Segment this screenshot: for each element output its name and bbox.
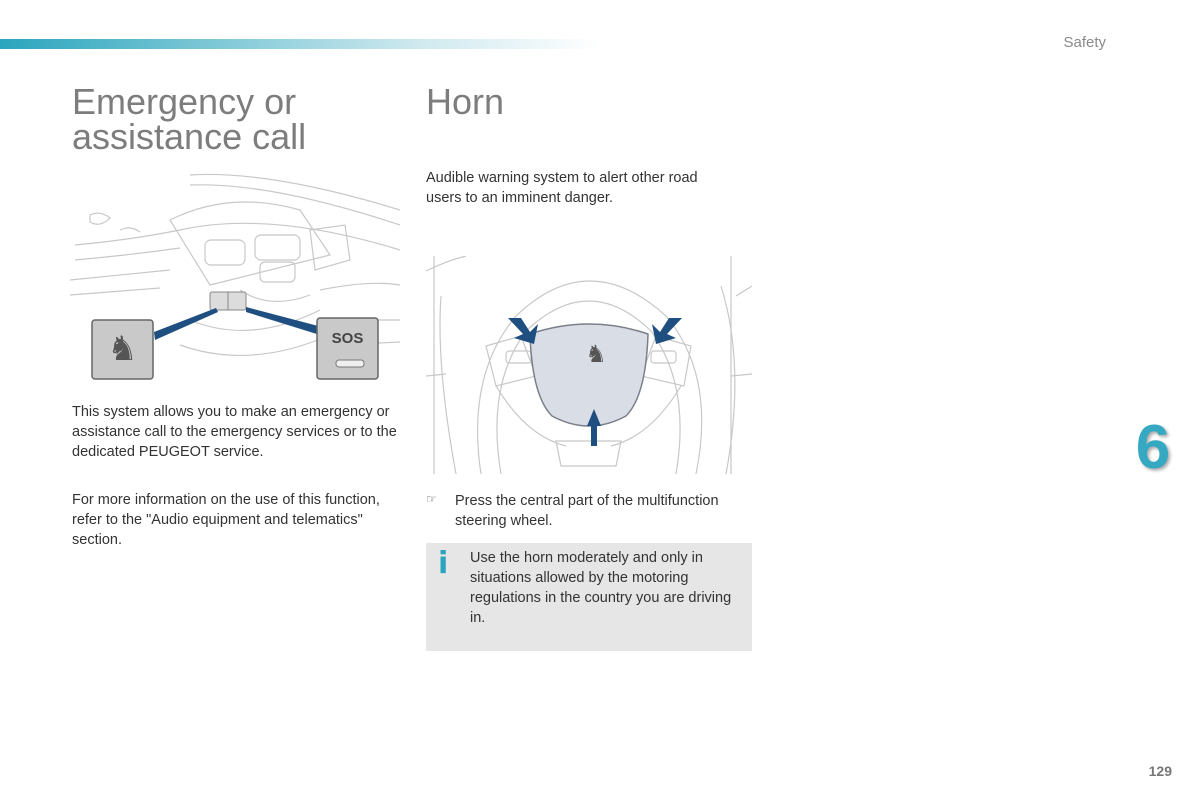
pointing-hand-icon: ☞ — [426, 492, 437, 506]
emergency-paragraph-1: This system allows you to make an emergency or assistance call to the emergency services or to the dedicated PEUGEOT service. — [72, 404, 397, 460]
page-number: 129 — [1148, 763, 1172, 779]
emergency-title — [72, 81, 307, 157]
chapter-number: 6 — [1135, 413, 1171, 482]
emergency-title-line2: assistance call — [72, 116, 307, 157]
horn-intro: Audible warning system to alert other road users to an imminent danger. — [426, 170, 698, 206]
horn-info-text: Use the horn moderately and only in situations allowed by the motoring regulations in the country you are driving in. — [470, 550, 732, 626]
horn-pad-logo-icon: ♞ — [585, 341, 607, 368]
info-icon: i — [438, 546, 449, 581]
horn-info-box — [426, 543, 752, 651]
section-label: Safety — [1063, 34, 1106, 51]
peugeot-lion-icon: ♞ — [107, 330, 138, 368]
emergency-title-line1: Emergency or — [72, 81, 297, 122]
emergency-paragraph-2: For more information on the use of this function, refer to the "Audio equipment and telematics" section. — [72, 492, 380, 548]
horn-title: Horn — [426, 81, 505, 122]
header-accent-bar — [0, 39, 600, 49]
horn-instruction-text: Press the central part of the multifunction steering wheel. — [455, 493, 719, 529]
sos-button-label: SOS — [331, 330, 364, 347]
